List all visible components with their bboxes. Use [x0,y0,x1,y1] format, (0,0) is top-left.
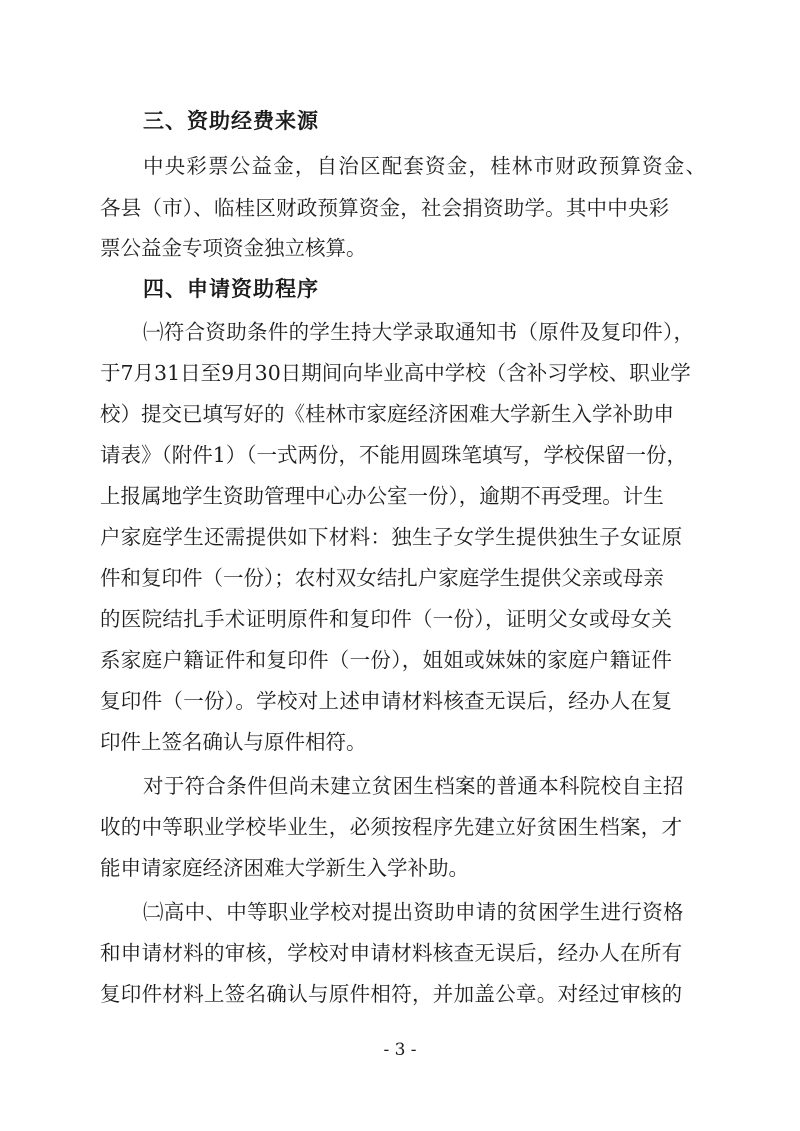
paragraph-line: 能申请家庭经济困难大学新生入学补助。 [100,856,469,880]
section-heading-application-procedure: 四、申请资助程序 [143,277,319,301]
paragraph-line: 请表》（附件1）（一式两份，不能用圆珠笔填写，学校保留一份， [100,443,688,467]
paragraph-line: 的医院结扎手术证明原件和复印件（一份），证明父女或母女关 [100,607,673,631]
section-heading-funding-source: 三、资助经费来源 [143,109,319,133]
paragraph-line: 票公益金专项资金独立核算。 [100,236,367,260]
paragraph-line: 和申请材料的审核，学校对申请材料核查无误后，经办人在所有 [100,941,683,965]
paragraph-line: ㈡高中、中等职业学校对提出资助申请的贫困学生进行资格 [143,900,684,924]
paragraph-line: 复印件材料上签名确认与原件相符，并加盖公章。对经过审核的 [100,982,683,1006]
paragraph-line: 校）提交已填写好的《桂林市家庭经济困难大学新生入学补助申 [100,402,674,426]
paragraph-line: 上报属地学生资助管理中心办公室一份），逾期不再受理。计生 [100,484,664,508]
page-number: - 3 - [383,1040,417,1060]
paragraph-line: 各县（市）、临桂区财政预算资金，社会捐资助学。其中中央彩 [100,196,670,220]
paragraph-line: 系家庭户籍证件和复印件（一份），姐姐或妹妹的家庭户籍证件 [100,648,673,672]
paragraph-line: 于7月31日至9月30日期间向毕业高中学校（含补习学校、职业学 [100,361,691,385]
paragraph-line: 中央彩票公益金，自治区配套资金，桂林市财政预算资金、 [143,154,708,178]
paragraph-line: 印件上签名确认与原件相符。 [100,730,367,754]
paragraph-line: 件和复印件（一份）；农村双女结扎户家庭学生提供父亲或母亲 [100,566,664,590]
paragraph-line: 收的中等职业学校毕业生，必须按程序先建立好贫困生档案，才 [100,815,683,839]
paragraph-line: 对于符合条件但尚未建立贫困生档案的普通本科院校自主招 [143,774,684,798]
paragraph-line: 户家庭学生还需提供如下材料：独生子女学生提供独生子女证原 [100,525,683,549]
paragraph-line: 复印件（一份）。学校对上述申请材料核查无误后，经办人在复 [100,689,673,713]
paragraph-line: ㈠符合资助条件的学生持大学录取通知书（原件及复印件）， [143,320,695,344]
